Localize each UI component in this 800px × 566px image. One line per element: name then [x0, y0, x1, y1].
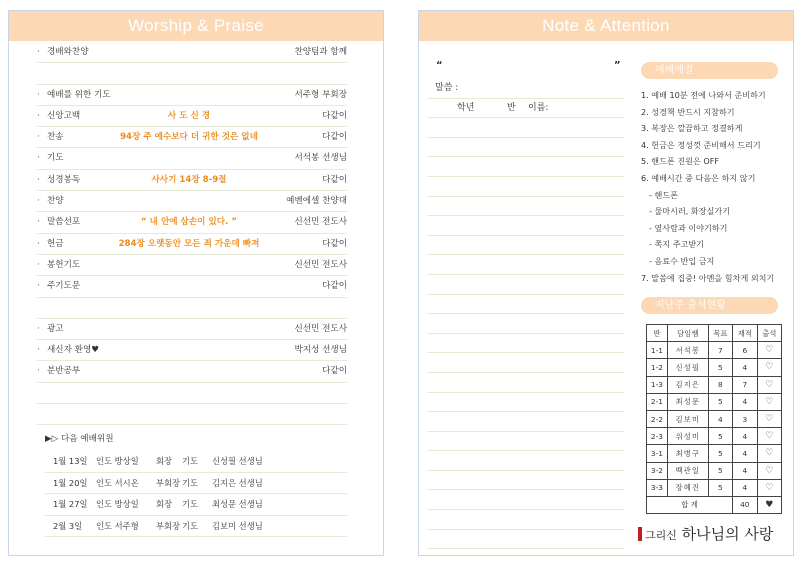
blank-note-line: [427, 353, 624, 373]
attendance-cell: 4: [733, 445, 757, 462]
etiquette-rule: 5. 핸드폰 진원은 OFF: [641, 156, 720, 167]
attendance-row: [647, 393, 782, 410]
teacher-name: 최성문: [667, 393, 708, 410]
attendance-cell: ♡: [757, 462, 781, 479]
attendance-cell: 3-2: [647, 462, 668, 479]
order-blank-row: [37, 404, 347, 425]
blank-note-line: [427, 471, 624, 491]
blank-note-line: [427, 451, 624, 471]
etiquette-title: 예배예절: [641, 62, 778, 79]
next-worship-row: [45, 473, 347, 495]
etiquette-rule: 6. 예배시간 중 다음은 하지 않기: [641, 172, 756, 183]
bullet-dot: ·: [37, 89, 40, 100]
order-blank-row: [37, 298, 347, 319]
attendance-cell: ♡: [757, 479, 781, 496]
bullet-dot: ·: [37, 132, 40, 143]
teacher-name: 장혜진: [667, 479, 708, 496]
attendance-cell: 5: [708, 393, 732, 410]
total-attended: ♥: [757, 496, 781, 513]
attendance-cell: ♡: [757, 359, 781, 376]
order-row: [37, 319, 347, 340]
sermon-line: [427, 79, 624, 99]
order-leader: 다같이: [322, 110, 347, 121]
sermon-label: 말씀 :: [435, 83, 459, 93]
order-detail: 사 도 신 경: [167, 110, 211, 121]
etiquette-rule: - 쪽지 주고받기: [649, 239, 704, 250]
etiquette-rule: 4. 헌금은 정성껏 준비해서 드리기: [641, 139, 761, 150]
order-row: [37, 170, 347, 191]
blank-note-line: [427, 295, 624, 315]
attendance-cell: 5: [708, 428, 732, 445]
note-lines: [427, 79, 624, 549]
etiquette-rule: 7. 말씀에 집중! 아멘을 힘차게 외치기: [641, 272, 775, 283]
next-worship-row: [45, 451, 347, 473]
attendance-cell: 1-2: [647, 359, 668, 376]
attendance-cell: 3: [733, 410, 757, 427]
next-pray-label: 기도: [182, 477, 199, 488]
order-detail: 94장 주 예수보다 더 귀한 것은 없네: [120, 132, 258, 143]
order-leader: 신선민 전도사: [294, 217, 347, 228]
order-row: [37, 127, 347, 148]
total-label: 합 계: [647, 496, 733, 513]
order-leader: 신선민 전도사: [294, 259, 347, 270]
order-row: [37, 340, 347, 361]
order-leader: 박지성 선생님: [294, 345, 347, 356]
bullet-dot: ·: [37, 345, 40, 356]
attendance-cell: 2-1: [647, 393, 668, 410]
attendance-header-cell: 반: [647, 325, 668, 342]
attendance-cell: 4: [733, 359, 757, 376]
next-pray-label: 기도: [182, 456, 199, 466]
next-date: 2월 3일: [53, 520, 83, 531]
order-row: [37, 148, 347, 169]
next-worship-list: [45, 451, 347, 537]
attendance-cell: ♡: [757, 342, 781, 359]
attendance-header-row: [647, 325, 782, 342]
attendance-cell: 5: [708, 359, 732, 376]
attendance-cell: 4: [708, 410, 732, 427]
attendance-row: [647, 462, 782, 479]
order-item: 새신자 환영♥: [47, 345, 99, 356]
order-item: 예배를 위한 기도: [47, 89, 111, 100]
blank-note-line: [427, 275, 624, 295]
attendance-cell: 5: [708, 445, 732, 462]
attendance-cell: 2-2: [647, 410, 668, 427]
class-label: 반: [507, 102, 516, 113]
next-pray-person: 최성문 선생님: [212, 499, 263, 509]
teacher-name: 김지은: [667, 376, 708, 393]
order-row: [37, 106, 347, 127]
attendance-cell: 3-3: [647, 479, 668, 496]
quote-open: “: [436, 60, 443, 71]
attendance-title: 지난주 출석현황: [641, 297, 778, 314]
order-row: [37, 85, 347, 106]
order-of-service: [37, 42, 347, 425]
order-item: 봉헌기도: [47, 259, 81, 270]
order-row: [37, 255, 347, 276]
attendance-cell: ♡: [757, 376, 781, 393]
teacher-name: 백관일: [667, 462, 708, 479]
student-line: [427, 99, 624, 119]
teacher-name: 위성미: [667, 428, 708, 445]
attendance-header-cell: 재적: [733, 325, 757, 342]
blank-note-line: [427, 177, 624, 197]
etiquette-rule: - 음료수 반입 금지: [649, 255, 715, 266]
next-date: 1월 27일: [53, 499, 88, 509]
order-item: 분반공부: [47, 366, 81, 377]
attendance-row: [647, 376, 782, 393]
order-item: 경배와찬양: [47, 47, 89, 57]
order-leader: 서주형 부회장: [294, 89, 347, 100]
attendance-table: [646, 324, 782, 514]
attendance-cell: 7: [708, 342, 732, 359]
bullet-dot: ·: [37, 153, 40, 164]
etiquette-rule: - 옆사람과 이야기하기: [649, 222, 728, 233]
bullet-dot: ·: [37, 259, 40, 270]
signature-part-a: 그리신: [645, 529, 677, 542]
etiquette-rule: 3. 복장은 깔끔하고 정결하게: [641, 123, 743, 134]
next-role: 회장: [156, 499, 173, 509]
attendance-cell: 8: [708, 376, 732, 393]
order-item: 기도: [47, 153, 64, 164]
attendance-cell: 5: [708, 479, 732, 496]
order-item: 신앙고백: [47, 110, 81, 121]
next-worship-row: [45, 516, 347, 538]
blank-note-line: [427, 530, 624, 550]
next-date: 1월 13일: [53, 456, 88, 466]
blank-note-line: [427, 373, 624, 393]
blank-note-line: [427, 216, 624, 236]
blank-note-line: [427, 138, 624, 158]
next-pray-person: 김지은 선생님: [212, 477, 263, 488]
order-leader: 다같이: [322, 366, 347, 377]
attendance-cell: 2-3: [647, 428, 668, 445]
attendance-cell: ♡: [757, 445, 781, 462]
order-item: 헌금: [47, 238, 64, 249]
next-pray-person: 신성필 선생님: [212, 456, 263, 466]
order-item: 광고: [47, 323, 64, 334]
order-leader: 다같이: [322, 238, 347, 249]
name-label: 이름:: [528, 102, 549, 113]
order-leader: 서석봉 선생님: [294, 153, 347, 164]
blank-note-line: [427, 432, 624, 452]
attendance-cell: 7: [733, 376, 757, 393]
order-row: [37, 191, 347, 212]
bullet-dot: ·: [37, 47, 40, 57]
blank-note-line: [427, 334, 624, 354]
attendance-header-cell: 출석: [757, 325, 781, 342]
etiquette-rule: 2. 성경책 반드시 지참하기: [641, 106, 735, 117]
blank-note-line: [427, 197, 624, 217]
order-row: [37, 212, 347, 233]
etiquette-rule: 1. 예배 10분 전에 나와서 준비하기: [641, 90, 766, 100]
order-detail: 사사기 14장 8-9절: [151, 174, 227, 185]
attendance-row: [647, 342, 782, 359]
order-item: 성경봉독: [47, 174, 81, 185]
attendance-cell: 1-3: [647, 376, 668, 393]
next-leader: 인도 서주형: [96, 520, 139, 531]
bullet-dot: ·: [37, 238, 40, 249]
blank-note-line: [427, 314, 624, 334]
attendance-cell: 6: [733, 342, 757, 359]
next-leader: 인도 서시온: [96, 477, 139, 488]
red-seal-mark: [638, 527, 642, 541]
next-role: 부회장: [156, 477, 181, 488]
attendance-header-cell: 담임쌤: [667, 325, 708, 342]
order-detail: 284장 오랫동안 모든 죄 가운데 빠져: [118, 238, 260, 249]
attendance-row: [647, 445, 782, 462]
bullet-dot: ·: [37, 196, 40, 207]
order-item: 주기도문: [47, 281, 81, 292]
note-header: Note & Attention: [419, 11, 793, 41]
order-item: 찬양: [47, 196, 64, 207]
attendance-cell: 4: [733, 462, 757, 479]
next-worship-row: [45, 494, 347, 516]
next-role: 부회장: [156, 520, 181, 531]
blank-note-line: [427, 490, 624, 510]
quote-close: ”: [614, 60, 621, 71]
attendance-cell: 5: [708, 462, 732, 479]
attendance-row: [647, 479, 782, 496]
order-leader: 다같이: [322, 281, 347, 292]
order-blank-row: [37, 63, 347, 84]
signature-part-b: 하나님의 사랑: [681, 525, 774, 543]
attendance-cell: ♡: [757, 410, 781, 427]
etiquette-rule: - 핸드폰: [649, 189, 678, 200]
blank-note-line: [427, 510, 624, 530]
attendance-cell: 4: [733, 479, 757, 496]
next-worship-title: ▶▷ 다음 예배위원: [45, 434, 114, 444]
next-role: 회장: [156, 456, 173, 466]
order-detail: “ 내 안에 삼손이 있다. ”: [141, 217, 237, 228]
worship-header: Worship & Praise: [9, 11, 383, 41]
attendance-row: [647, 410, 782, 427]
attendance-cell: ♡: [757, 393, 781, 410]
attendance-cell: 4: [733, 428, 757, 445]
bullet-dot: ·: [37, 217, 40, 228]
next-date: 1월 20일: [53, 477, 88, 488]
attendance-header-cell: 목표: [708, 325, 732, 342]
order-leader: 찬양팀과 함께: [294, 47, 347, 57]
attendance-cell: ♡: [757, 428, 781, 445]
attendance-row: [647, 359, 782, 376]
attendance-row: [647, 428, 782, 445]
blank-note-line: [427, 255, 624, 275]
blank-note-line: [427, 118, 624, 138]
next-leader: 인도 방상일: [96, 456, 139, 466]
etiquette-rules: [641, 87, 791, 286]
next-pray-label: 기도: [182, 520, 199, 531]
teacher-name: 신성필: [667, 359, 708, 376]
attendance-total-row: [647, 496, 782, 513]
blank-note-line: [427, 157, 624, 177]
order-leader: 신선민 전도사: [294, 323, 347, 334]
grade-label: 학년: [457, 102, 475, 113]
blank-note-line: [427, 236, 624, 256]
order-blank-row: [37, 383, 347, 404]
attendance-cell: 3-1: [647, 445, 668, 462]
next-pray-person: 김보미 선생님: [212, 520, 263, 531]
attendance-cell: 4: [733, 393, 757, 410]
attendance-cell: 1-1: [647, 342, 668, 359]
teacher-name: 최병구: [667, 445, 708, 462]
bullet-dot: ·: [37, 281, 40, 292]
blank-note-line: [427, 393, 624, 413]
order-item: 찬송: [47, 132, 64, 143]
next-pray-label: 기도: [182, 499, 199, 509]
order-leader: 다같이: [322, 132, 347, 143]
next-leader: 인도 방상일: [96, 499, 139, 509]
teacher-name: 김보미: [667, 410, 708, 427]
order-row: [37, 276, 347, 297]
bullet-dot: ·: [37, 323, 40, 334]
teacher-name: 서석봉: [667, 342, 708, 359]
order-row: [37, 234, 347, 255]
bullet-dot: ·: [37, 110, 40, 121]
order-leader: 다같이: [322, 174, 347, 185]
order-row: [37, 361, 347, 382]
signature: [638, 523, 773, 544]
total-enrolled: 40: [733, 496, 757, 513]
bullet-dot: ·: [37, 366, 40, 377]
bullet-dot: ·: [37, 174, 40, 185]
order-row: [37, 42, 347, 63]
order-item: 말씀선포: [47, 217, 81, 228]
order-leader: 예벤에셀 찬양대: [286, 196, 347, 207]
etiquette-rule: - 물마시러, 화장실가기: [649, 206, 731, 217]
blank-note-line: [427, 412, 624, 432]
